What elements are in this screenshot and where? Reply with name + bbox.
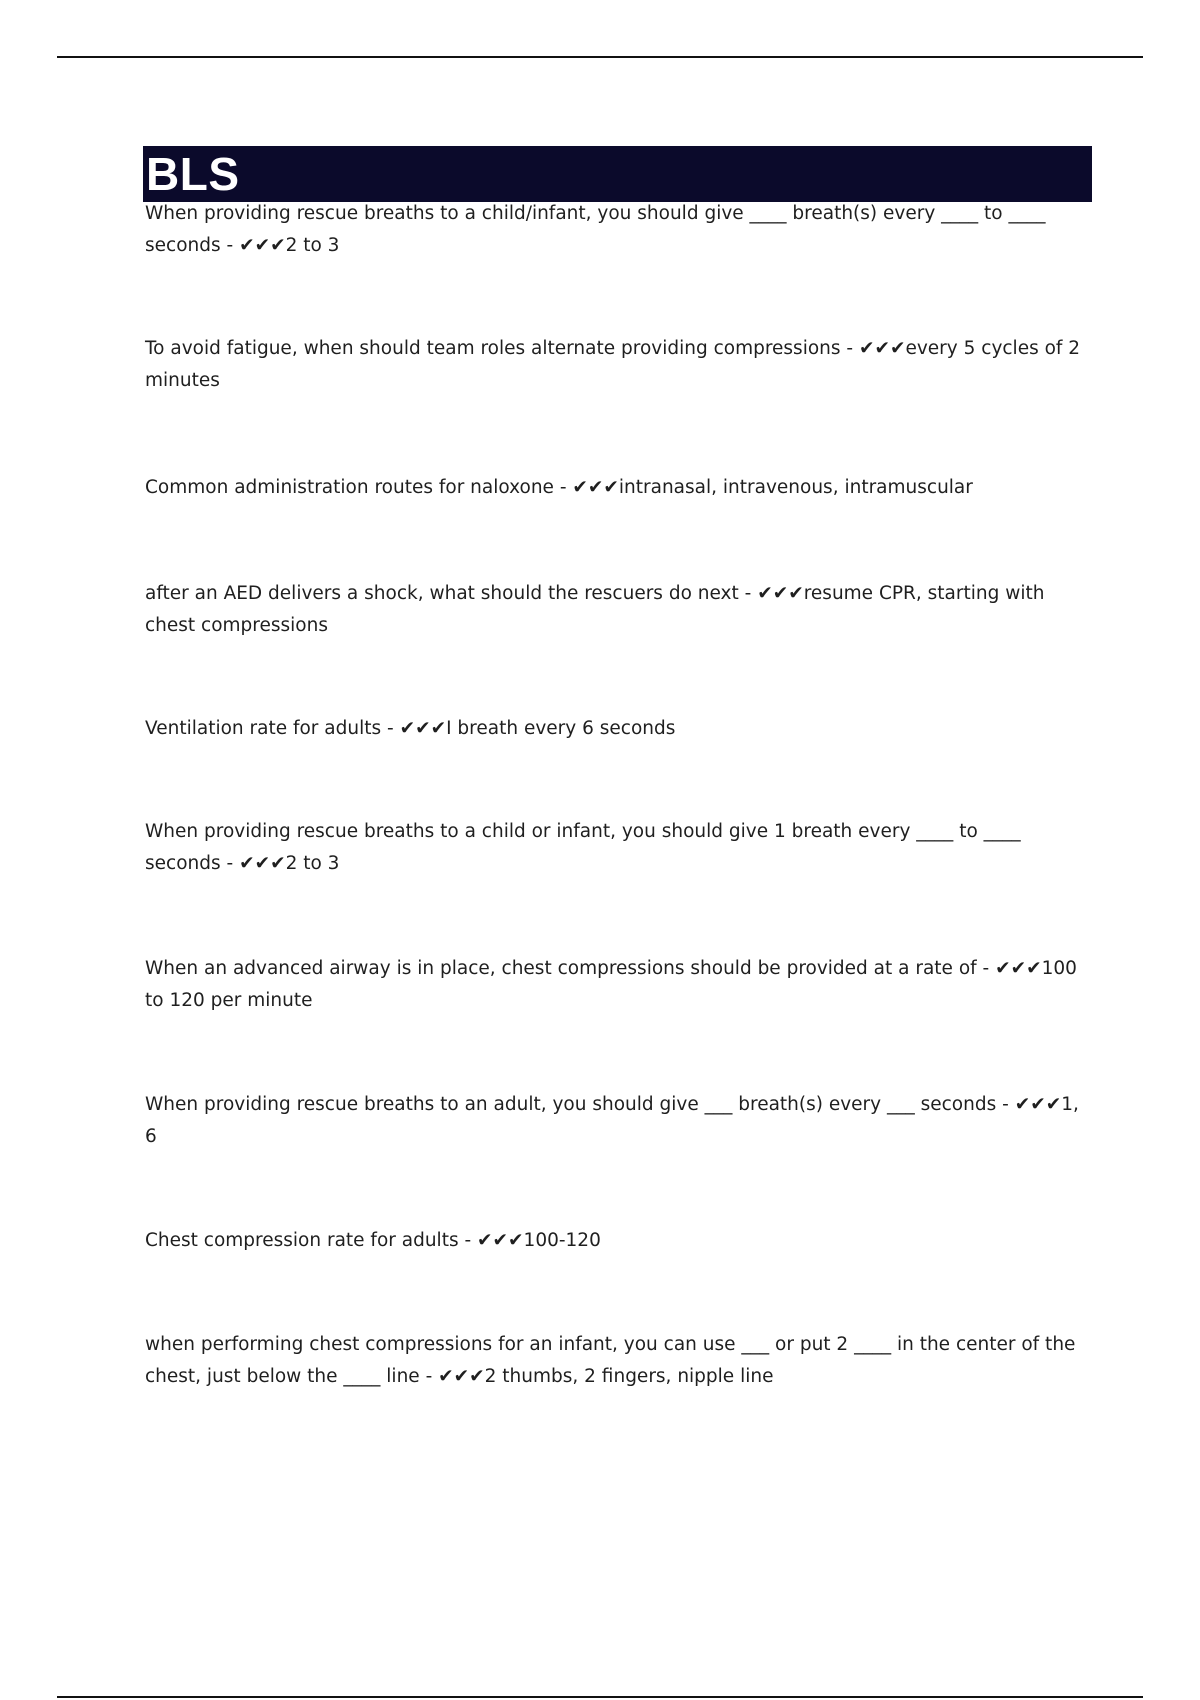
qa-item (145, 578, 1095, 642)
question-text: When an advanced airway is in place, chest compressions should be provided at a rate of (145, 958, 977, 979)
check-marks-icon: ✔✔✔ (477, 1230, 524, 1251)
separator: - (996, 1094, 1015, 1115)
qa-item (145, 953, 1095, 1017)
question-text: when performing chest compressions for an infant, you can use ___ or put 2 ____ in the center of the chest, just below the ____ line (145, 1334, 1076, 1387)
separator: - (458, 1230, 478, 1251)
question-text: after an AED delivers a shock, what should the rescuers do next (145, 583, 739, 604)
question-text: To avoid fatigue, when should team roles alternate providing compressions (145, 338, 841, 359)
separator: - (220, 853, 240, 874)
question-text: Chest compression rate for adults (145, 1230, 459, 1251)
check-marks-icon: ✔✔✔ (239, 235, 286, 256)
answer-text: 2 to 3 (285, 235, 340, 256)
check-marks-icon: ✔✔✔ (399, 718, 447, 739)
qa-item (145, 198, 1095, 262)
qa-item (145, 1225, 1095, 1257)
answer-text: every 5 cycles of 2 minutes (145, 338, 1081, 391)
separator: - (840, 338, 859, 359)
separator: - (976, 958, 996, 979)
question-text: When providing rescue breaths to an adult, you should give ___ breath(s) every ___ seconds (145, 1094, 997, 1115)
qa-item (145, 1329, 1095, 1393)
question-text: Common administration routes for naloxone (145, 477, 554, 498)
answer-text: 100-120 (523, 1230, 601, 1251)
check-marks-icon: ✔✔✔ (995, 958, 1042, 979)
separator: - (419, 1366, 439, 1387)
answer-text: 100 to 120 per minute (145, 958, 1077, 1011)
document-title: BLS (143, 146, 1092, 202)
bottom-rule (57, 1696, 1143, 1698)
check-marks-icon: ✔✔✔ (1014, 1094, 1062, 1115)
qa-item (145, 713, 1095, 745)
top-rule (57, 56, 1143, 58)
answer-text: resume CPR, starting with chest compressions (145, 583, 1045, 636)
qa-item (145, 333, 1095, 397)
answer-text: I breath every 6 seconds (446, 718, 676, 739)
separator: - (220, 235, 240, 256)
check-marks-icon: ✔✔✔ (572, 477, 619, 498)
answer-text: 1, 6 (145, 1094, 1079, 1147)
separator: - (553, 477, 573, 498)
question-text: Ventilation rate for adults (145, 718, 382, 739)
separator: - (738, 583, 758, 604)
question-text: When providing rescue breaths to a child or infant, you should give 1 breath every ____ to ____ seconds (145, 821, 1021, 874)
check-marks-icon: ✔✔✔ (438, 1366, 485, 1387)
qa-item (145, 816, 1095, 880)
answer-text: 2 to 3 (285, 853, 340, 874)
answer-text: 2 thumbs, 2 fingers, nipple line (484, 1366, 774, 1387)
question-text: When providing rescue breaths to a child/infant, you should give ____ breath(s) every ____ to ____ seconds (145, 203, 1046, 256)
check-marks-icon: ✔✔✔ (858, 338, 906, 359)
qa-item (145, 1089, 1095, 1153)
answer-text: intranasal, intravenous, intramuscular (618, 477, 973, 498)
check-marks-icon: ✔✔✔ (757, 583, 804, 604)
qa-item (145, 472, 1095, 504)
check-marks-icon: ✔✔✔ (239, 853, 286, 874)
separator: - (381, 718, 400, 739)
